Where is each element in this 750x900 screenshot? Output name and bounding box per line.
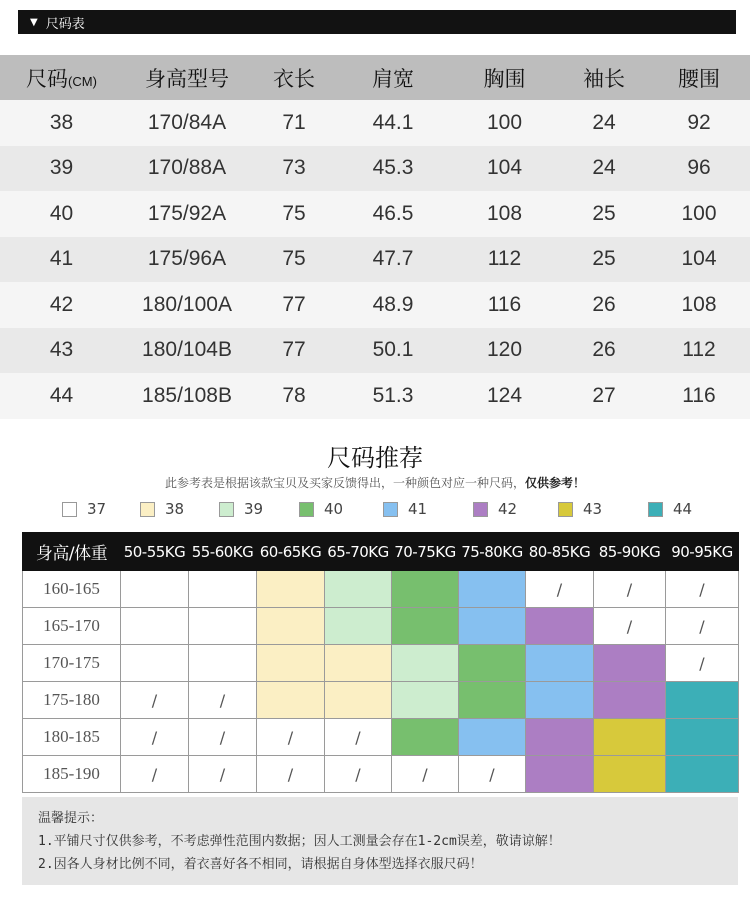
size-chart-cell: 48.9 xyxy=(372,292,414,316)
legend-item xyxy=(140,500,184,518)
weight-column-header: 70-75KG xyxy=(392,533,459,571)
size-color-cell xyxy=(392,571,459,608)
size-color-cell xyxy=(392,682,459,719)
legend-item xyxy=(62,500,106,518)
legend-swatch xyxy=(299,502,314,517)
grid-row xyxy=(23,756,739,793)
size-color-cell xyxy=(594,682,666,719)
recommend-title: 尺码推荐 xyxy=(327,444,423,472)
size-chart-cell: 116 xyxy=(487,292,522,316)
size-chart-cell: 26 xyxy=(592,338,616,362)
size-color-cell xyxy=(392,645,459,682)
legend-label: 44 xyxy=(673,500,693,518)
size-chart-cell: 38 xyxy=(49,110,74,134)
not-applicable-cell: / xyxy=(392,756,459,793)
grid-row xyxy=(23,682,739,719)
recommend-note-bold: 仅供参考！ xyxy=(525,476,586,490)
size-color-cell xyxy=(325,608,392,645)
weight-column-header: 50-55KG xyxy=(121,533,189,571)
size-chart-row xyxy=(0,282,750,328)
legend-swatch xyxy=(62,502,77,517)
size-chart-cell: 45.3 xyxy=(372,156,414,180)
size-chart-header-row xyxy=(0,55,750,100)
not-applicable-cell: / xyxy=(121,756,189,793)
legend-swatch xyxy=(558,502,573,517)
size-chart-cell: 185/108B xyxy=(142,383,232,407)
size-color-cell xyxy=(257,571,325,608)
height-row-label: 180-185 xyxy=(23,719,121,756)
size-color-cell xyxy=(325,682,392,719)
size-chart-cell: 43 xyxy=(49,338,74,362)
size-chart-cell: 124 xyxy=(486,383,523,407)
unit-label: (CM) xyxy=(68,73,97,89)
color-legend xyxy=(0,500,750,520)
legend-label: 42 xyxy=(498,500,518,518)
size-chart-cell: 92 xyxy=(687,110,711,134)
size-color-cell xyxy=(666,682,739,719)
grid-row xyxy=(23,571,739,608)
legend-swatch xyxy=(473,502,488,517)
height-row-label: 185-190 xyxy=(23,756,121,793)
not-applicable-cell: / xyxy=(189,756,257,793)
recommend-note: 此参考表是根据该款宝贝及买家反馈得出，一种颜色对应一种尺码，仅供参考！ xyxy=(164,476,586,490)
size-color-cell xyxy=(666,719,739,756)
not-applicable-cell: / xyxy=(666,645,739,682)
size-color-cell xyxy=(526,682,594,719)
size-chart-cell: 108 xyxy=(486,201,523,225)
size-chart-cell: 24 xyxy=(592,110,616,134)
size-color-cell xyxy=(459,719,526,756)
not-applicable-cell: / xyxy=(189,719,257,756)
size-color-cell xyxy=(666,756,739,793)
size-color-cell xyxy=(257,645,325,682)
size-chart-cell: 46.5 xyxy=(372,201,414,225)
not-applicable-cell: / xyxy=(526,571,594,608)
size-chart-cell: 104 xyxy=(486,156,523,180)
size-chart-cell: 77 xyxy=(282,292,306,316)
height-row-label: 170-175 xyxy=(23,645,121,682)
not-applicable-cell: / xyxy=(459,756,526,793)
size-color-cell xyxy=(325,571,392,608)
legend-item xyxy=(558,500,602,518)
size-chart-cell: 170/84A xyxy=(147,110,227,134)
tips-line-1: 1.平铺尺寸仅供参考，不考虑弹性范围内数据；因人工测量会存在1-2cm误差，敬请谅解！ xyxy=(38,834,561,849)
weight-column-header: 55-60KG xyxy=(189,533,257,571)
height-row-label: 175-180 xyxy=(23,682,121,719)
size-color-cell xyxy=(459,608,526,645)
size-chart-row xyxy=(0,237,750,283)
size-chart-row xyxy=(0,191,750,237)
size-chart-cell: 47.7 xyxy=(372,247,414,271)
size-chart-row xyxy=(0,328,750,374)
size-chart-cell: 51.3 xyxy=(372,383,414,407)
size-color-cell xyxy=(594,756,666,793)
legend-swatch xyxy=(648,502,663,517)
empty-cell xyxy=(121,645,189,682)
empty-cell xyxy=(121,608,189,645)
legend-swatch xyxy=(383,502,398,517)
legend-item xyxy=(219,500,263,518)
size-color-cell xyxy=(459,571,526,608)
triangle-down-icon: ▼ xyxy=(30,16,38,28)
size-chart-cell: 39 xyxy=(49,156,74,180)
size-chart-cell: 104 xyxy=(681,247,717,271)
size-chart-cell: 112 xyxy=(487,247,522,271)
size-chart-cell: 25 xyxy=(592,201,616,225)
size-color-cell xyxy=(257,682,325,719)
column-header-waist: 腰围 xyxy=(678,67,720,91)
size-chart-cell: 75 xyxy=(282,247,306,271)
size-chart-cell: 112 xyxy=(682,338,716,362)
column-header-size: 尺码(CM) xyxy=(26,67,97,91)
legend-item xyxy=(299,500,343,518)
not-applicable-cell: / xyxy=(325,719,392,756)
weight-column-header: 90-95KG xyxy=(666,533,739,571)
size-chart-cell: 40 xyxy=(49,201,74,225)
size-chart-cell: 175/92A xyxy=(147,201,227,225)
size-color-cell xyxy=(459,645,526,682)
size-chart-cell: 25 xyxy=(592,247,616,271)
legend-label: 37 xyxy=(87,500,107,518)
grid-row xyxy=(23,608,739,645)
size-color-cell xyxy=(594,645,666,682)
not-applicable-cell: / xyxy=(325,756,392,793)
column-header-length: 衣长 xyxy=(273,67,315,91)
column-header-height-model: 身高型号 xyxy=(145,67,229,91)
size-color-cell xyxy=(459,682,526,719)
size-chart-cell: 44.1 xyxy=(372,110,414,134)
size-chart-cell: 180/104B xyxy=(142,338,232,362)
not-applicable-cell: / xyxy=(666,608,739,645)
size-chart-cell: 50.1 xyxy=(372,338,414,362)
weight-column-header: 60-65KG xyxy=(257,533,325,571)
size-color-cell xyxy=(526,719,594,756)
size-chart-cell: 170/88A xyxy=(147,156,227,180)
grid-row xyxy=(23,645,739,682)
weight-column-header: 85-90KG xyxy=(594,533,666,571)
size-chart-table xyxy=(0,55,750,419)
not-applicable-cell: / xyxy=(594,608,666,645)
size-chart-cell: 108 xyxy=(681,292,717,316)
size-chart-cell: 116 xyxy=(682,383,716,407)
not-applicable-cell: / xyxy=(666,571,739,608)
size-color-cell xyxy=(594,719,666,756)
weight-column-header: 65-70KG xyxy=(325,533,392,571)
size-chart-cell: 77 xyxy=(282,338,306,362)
not-applicable-cell: / xyxy=(257,756,325,793)
legend-swatch xyxy=(140,502,155,517)
size-chart-row xyxy=(0,100,750,146)
legend-label: 39 xyxy=(244,500,264,518)
legend-swatch xyxy=(219,502,234,517)
size-chart-cell: 96 xyxy=(687,156,711,180)
size-chart-row xyxy=(0,373,750,419)
empty-cell xyxy=(189,645,257,682)
size-chart-row xyxy=(0,146,750,192)
weight-column-header: 80-85KG xyxy=(526,533,594,571)
height-row-label: 165-170 xyxy=(23,608,121,645)
legend-item xyxy=(648,500,692,518)
size-color-cell xyxy=(257,608,325,645)
tips-box xyxy=(22,797,738,885)
column-header-shoulder: 肩宽 xyxy=(372,67,414,91)
size-chart-cell: 44 xyxy=(49,383,74,407)
size-chart-cell: 75 xyxy=(282,201,306,225)
empty-cell xyxy=(189,608,257,645)
size-chart-cell: 120 xyxy=(486,338,523,362)
tips-title: 温馨提示： xyxy=(38,811,104,826)
empty-cell xyxy=(121,571,189,608)
legend-label: 41 xyxy=(408,500,428,518)
size-chart-cell: 73 xyxy=(282,156,306,180)
size-chart-cell: 100 xyxy=(681,201,717,225)
column-header-chest: 胸围 xyxy=(483,67,526,91)
size-color-cell xyxy=(526,645,594,682)
height-row-label: 160-165 xyxy=(23,571,121,608)
empty-cell xyxy=(189,571,257,608)
size-chart-cell: 27 xyxy=(592,383,616,407)
size-chart-cell: 71 xyxy=(282,110,306,134)
size-chart-cell: 78 xyxy=(282,383,306,407)
not-applicable-cell: / xyxy=(189,682,257,719)
column-header-sleeve: 袖长 xyxy=(583,67,625,91)
size-chart-cell: 41 xyxy=(49,247,74,271)
size-color-cell xyxy=(392,608,459,645)
size-chart-cell: 26 xyxy=(592,292,616,316)
not-applicable-cell: / xyxy=(257,719,325,756)
grid-row xyxy=(23,719,739,756)
not-applicable-cell: / xyxy=(121,682,189,719)
size-recommend-grid xyxy=(22,532,739,793)
size-color-cell xyxy=(325,645,392,682)
not-applicable-cell: / xyxy=(594,571,666,608)
grid-corner-header: 身高/体重 xyxy=(23,533,121,571)
size-chart-cell: 175/96A xyxy=(147,247,227,271)
not-applicable-cell: / xyxy=(121,719,189,756)
section-header-title: 尺码表 xyxy=(45,16,85,32)
size-color-cell xyxy=(526,756,594,793)
legend-label: 40 xyxy=(324,500,344,518)
size-chart-cell: 100 xyxy=(486,110,523,134)
weight-column-header: 75-80KG xyxy=(459,533,526,571)
legend-item xyxy=(383,500,427,518)
size-chart-cell: 180/100A xyxy=(142,292,232,316)
tips-line-2: 2.因各人身材比例不同，着衣喜好各不相同，请根据自身体型选择衣服尺码！ xyxy=(38,857,483,872)
size-color-cell xyxy=(392,719,459,756)
legend-label: 38 xyxy=(165,500,185,518)
size-color-cell xyxy=(526,608,594,645)
size-chart-cell: 42 xyxy=(49,292,74,316)
legend-item xyxy=(473,500,517,518)
legend-label: 43 xyxy=(583,500,603,518)
section-header-bar xyxy=(18,10,736,34)
size-chart-cell: 24 xyxy=(592,156,616,180)
